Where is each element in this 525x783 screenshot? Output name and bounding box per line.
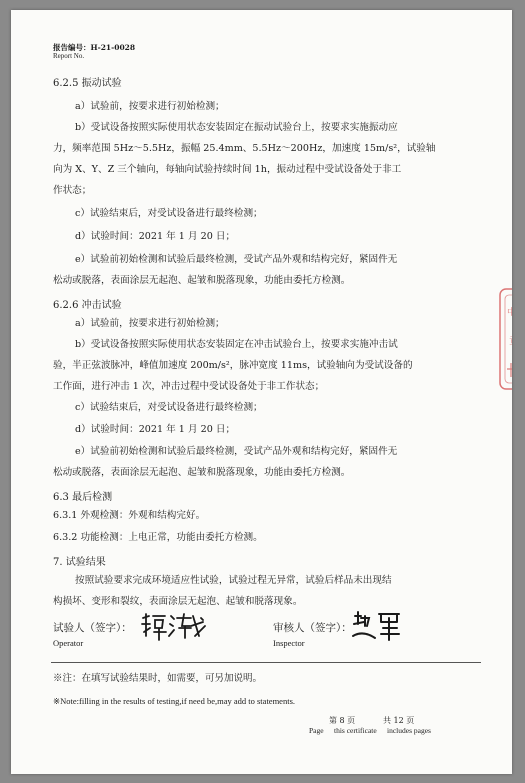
s625-item-a: a）试验前，按要求进行初始检测；	[75, 101, 225, 112]
tester-signature	[139, 610, 209, 642]
s625-item-e-line2: 松动或脱落，表面涂层无起泡、起皱和脱落现象，功能由委托方检测。	[53, 275, 351, 286]
section-6-2-6-title: 6.2.6 冲击试验	[53, 300, 122, 311]
s626-item-a: a）试验前，按要求进行初始检测；	[75, 318, 225, 329]
s626-item-e-line2: 松动或脱落，表面涂层无起泡、起皱和脱落现象，功能由委托方检测。	[53, 467, 351, 478]
notes-divider	[51, 662, 481, 663]
reviewer-signature	[351, 608, 405, 642]
svg-text:中南: 中南	[507, 308, 525, 318]
footer-page-number: 第 8 页	[329, 716, 356, 725]
s626-item-b-line1: b）受试设备按照实际使用状态安装固定在冲击试验台上，按要求实施冲击试	[75, 339, 398, 350]
s625-item-b-line4: 作状态；	[53, 185, 92, 196]
s625-item-d: d）试验时间：2021 年 1 月 20 日；	[75, 231, 236, 242]
s625-item-b-line1: b）受试设备按照实际使用状态安装固定在振动试验台上，按要求实施振动应	[75, 122, 398, 133]
footer-cert-en: this certificate	[334, 726, 377, 735]
report-number-en: Report No.	[53, 52, 85, 60]
s626-item-b-line3: 工作面，进行冲击 1 次，冲击过程中受试设备处于非工作状态；	[53, 381, 325, 392]
reviewer-label: 审核人（签字）：	[273, 622, 352, 634]
s63-item-2: 6.3.2 功能检测：上电正常，功能由委托方检测。	[53, 532, 263, 543]
footer-includes-en: includes pages	[387, 726, 431, 735]
section-6-2-5-title: 6.2.5 振动试验	[53, 78, 122, 89]
report-page	[11, 10, 525, 774]
note-cn: ※注：在填写试验结果时，如需要，可另加说明。	[53, 673, 263, 684]
svg-text:章: 章	[509, 334, 522, 348]
tester-label: 试验人（签字）：	[53, 622, 132, 634]
s7-line2: 构损坏、变形和裂纹，表面涂层无起泡、起皱和脱落现象。	[53, 596, 303, 607]
s626-item-c: c）试验结束后，对受试设备进行最终检测；	[75, 402, 263, 413]
s63-item-1: 6.3.1 外观检测：外观和结构完好。	[53, 510, 206, 521]
section-6-3-title: 6.3 最后检测	[53, 492, 113, 503]
s626-item-d: d）试验时间：2021 年 1 月 20 日；	[75, 424, 236, 435]
s625-item-b-line3: 向为 X、Y、Z 三个轴向，每轴向试验持续时间 1h，振动过程中受试设备处于非工	[53, 164, 402, 175]
official-seal	[497, 285, 525, 395]
s625-item-c: c）试验结束后，对受试设备进行最终检测；	[75, 208, 263, 219]
note-en: ※Note:filling in the results of testing,if need be,may add to statements.	[53, 696, 296, 706]
s625-item-b-line2: 力，频率范围 5Hz～5.5Hz，振幅 25.4mm、5.5Hz～200Hz，加速度 15m/s²，试验轴	[53, 143, 436, 154]
report-number-value: H-21-0028	[90, 43, 136, 52]
footer-total-pages: 共 12 页	[383, 716, 415, 725]
s626-item-b-line2: 验，半正弦波脉冲，峰值加速度 200m/s²，脉冲宽度 11ms，试验轴向为受试设备的	[53, 360, 413, 371]
tester-label-en: Operator	[53, 638, 84, 648]
s7-line1: 按照试验要求完成环境适应性试验，试验过程无异常，试验后样品未出现结	[75, 575, 392, 586]
section-7-title: 7. 试验结果	[53, 557, 106, 568]
footer-page-en: Page	[309, 726, 324, 735]
report-number-label: 报告编号：	[53, 43, 91, 52]
reviewer-label-en: Inspector	[273, 638, 305, 648]
s626-item-e-line1: e）试验前初始检测和试验后最终检测，受试产品外观和结构完好，紧固件无	[75, 446, 398, 457]
s625-item-e-line1: e）试验前初始检测和试验后最终检测，受试产品外观和结构完好，紧固件无	[75, 254, 398, 265]
